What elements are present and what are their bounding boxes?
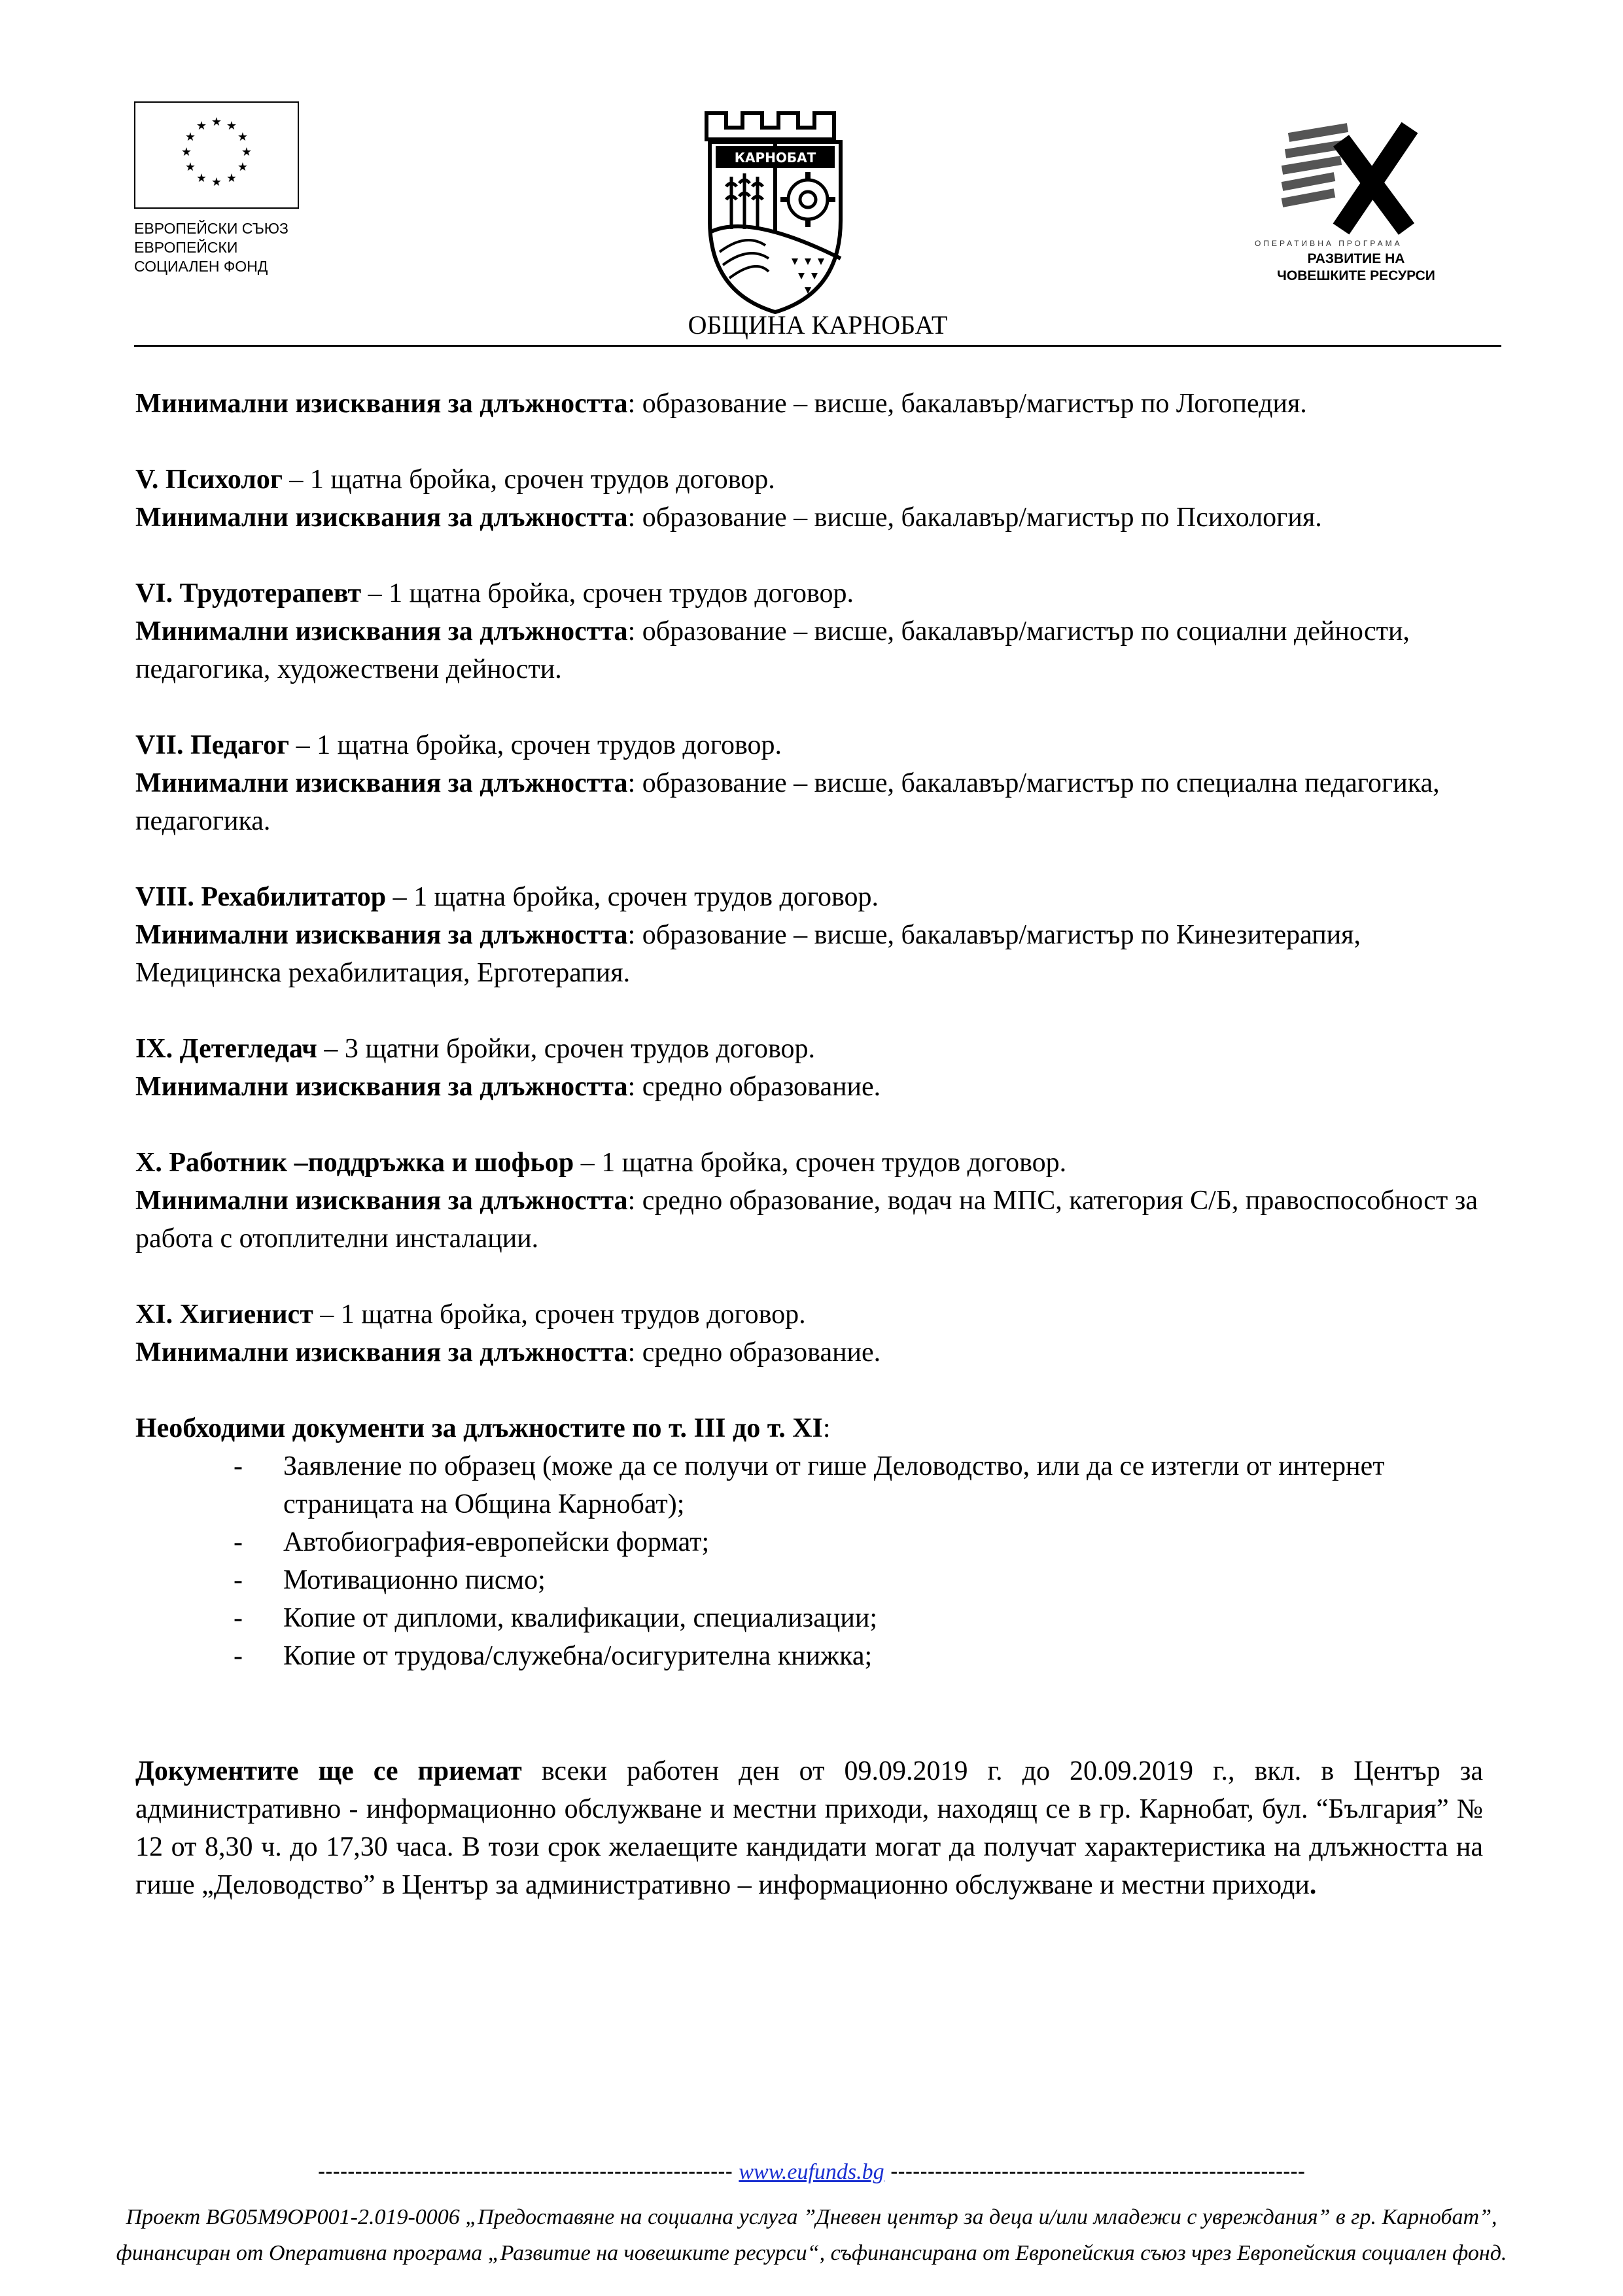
- documents-heading: Необходими документи за длъжностите по т. III до т. XI:: [135, 1413, 831, 1443]
- document-body: [135, 385, 1483, 1942]
- req-label: Минимални изисквания за длъжността: [135, 503, 628, 533]
- svg-text:★: ★: [241, 145, 253, 159]
- req-label: Минимални изисквания за длъжността: [135, 1186, 628, 1216]
- list-item: - Автобиография-европейски формат;: [234, 1527, 710, 1557]
- req-label: Минимални изисквания за длъжността: [135, 1337, 628, 1368]
- karnobat-crest-icon: [693, 101, 857, 317]
- page-header: [134, 101, 1501, 350]
- municipality-title: ОБЩИНА КАРНОБАТ: [688, 310, 948, 340]
- position-maintenance-driver: X. Работник –поддръжка и шофьор – 1 щатна бройка, срочен трудов договор. Минимални изисквания за длъжността: средно образование, водач на МПС, категория С/Б, правоспособност за работа с отоплителни инсталации.: [135, 1148, 1478, 1254]
- svg-text:★: ★: [237, 160, 249, 174]
- position-rehabilitator: VIII. Рехабилитатор – 1 щатна бройка, срочен трудов договор. Минимални изисквания за длъжността: образование – висше, бакалавър/магистър по Кинезитерапия, Медицинска рехабилитация, Ерготерапия.: [135, 882, 1361, 988]
- eu-caption: ЕВРОПЕЙСКИ СЪЮЗ ЕВРОПЕЙСКИ СОЦИАЛЕН ФОНД: [134, 220, 288, 275]
- svg-text:КАРНОБАТ: КАРНОБАТ: [734, 150, 816, 166]
- req-label: Минимални изисквания за длъжността: [135, 920, 628, 950]
- svg-text:★: ★: [226, 119, 237, 133]
- svg-text:★: ★: [181, 145, 192, 159]
- list-item: - Копие от дипломи, квалификации, специализации;: [234, 1603, 878, 1633]
- op-caption-small: ОПЕРАТИВНА ПРОГРАМА: [1255, 239, 1403, 248]
- op-caption: РАЗВИТИЕ НА ЧОВЕШКИТЕ РЕСУРСИ: [1277, 251, 1435, 283]
- eu-stars-icon: [135, 103, 298, 207]
- footer-link-line: -------------------------------------------------------- www.eufunds.bg --------------------------------------------------------: [317, 2159, 1306, 2184]
- eu-flag: [134, 101, 299, 209]
- list-item: - Копие от трудова/служебна/осигурителна книжка;: [234, 1641, 873, 1671]
- position-occupational-therapist: VI. Трудотерапевт – 1 щатна бройка, срочен трудов договор. Минимални изисквания за длъжността: образование – висше, бакалавър/магистър по социални дейности, педагогика, художествени дейности.: [135, 578, 1410, 684]
- req-label: Минимални изисквания за длъжността: [135, 768, 628, 798]
- list-item: - Заявление по образец (може да се получи от гише Деловодство, или да се изтегли от интернет страницата на Община Карнобат);: [234, 1451, 1385, 1519]
- header-divider: [134, 345, 1501, 347]
- documents-list: [135, 1447, 1483, 1675]
- paragraph-logoped-requirements: Минимални изисквания за длъжността: образование – висше, бакалавър/магистър по Логопедия.: [135, 389, 1307, 419]
- svg-text:★: ★: [226, 171, 237, 185]
- svg-text:★: ★: [237, 130, 249, 144]
- position-childminder: IX. Детегледач – 3 щатни бройки, срочен трудов договор. Минимални изисквания за длъжността: средно образование.: [135, 1034, 881, 1102]
- req-label: Минимални изисквания за длъжността: [135, 616, 628, 646]
- position-hygienist: XI. Хигиенист – 1 щатна бройка, срочен трудов договор. Минимални изисквания за длъжността: средно образование.: [135, 1299, 881, 1368]
- acceptance-paragraph: Документите ще се приемат всеки работен ден от 09.09.2019 г. до 20.09.2019 г., вкл. в Център за административно - информационно обслужване и местни приходи, находящ се в гр. Карнобат, бул. “България” № 12 от 8,30 ч. до 17,30 часа. В този срок желаещите кандидати могат да получат характеристика на длъжността на гише „Деловодство” в Център за административно – информационно обслужване и местни приходи.: [135, 1756, 1483, 1900]
- position-pedagogue: VII. Педагог – 1 щатна бройка, срочен трудов договор. Минимални изисквания за длъжността: образование – висше, бакалавър/магистър по специална педагогика, педагогика.: [135, 730, 1440, 836]
- eufunds-link[interactable]: www.eufunds.bg: [739, 2160, 884, 2184]
- svg-text:★: ★: [196, 119, 207, 133]
- project-note: Проект BG05M9OP001-2.019-0006 „Предоставяне на социална услуга ”Дневен център за деца и/или младежи с увреждания” в гр. Карнобат”, финансиран от Оперативна програма „Развитие на човешките ресурси“, съфинансирана от Европейския съюз чрез Европейския социален фонд.: [116, 2205, 1507, 2265]
- svg-text:★: ★: [211, 175, 222, 189]
- position-psychologist: V. Психолог – 1 щатна бройка, срочен трудов договор. Минимални изисквания за длъжността: образование – висше, бакалавър/магистър по Психология.: [135, 465, 1322, 533]
- page-footer: [0, 2159, 1623, 2271]
- svg-text:★: ★: [184, 130, 196, 144]
- svg-text:★: ★: [184, 160, 196, 174]
- svg-text:★: ★: [211, 115, 222, 129]
- list-item: - Мотивационно писмо;: [234, 1565, 546, 1595]
- req-label: Минимални изисквания за длъжността: [135, 389, 628, 419]
- req-label: Минимални изисквания за длъжността: [135, 1072, 628, 1102]
- svg-text:★: ★: [196, 171, 207, 185]
